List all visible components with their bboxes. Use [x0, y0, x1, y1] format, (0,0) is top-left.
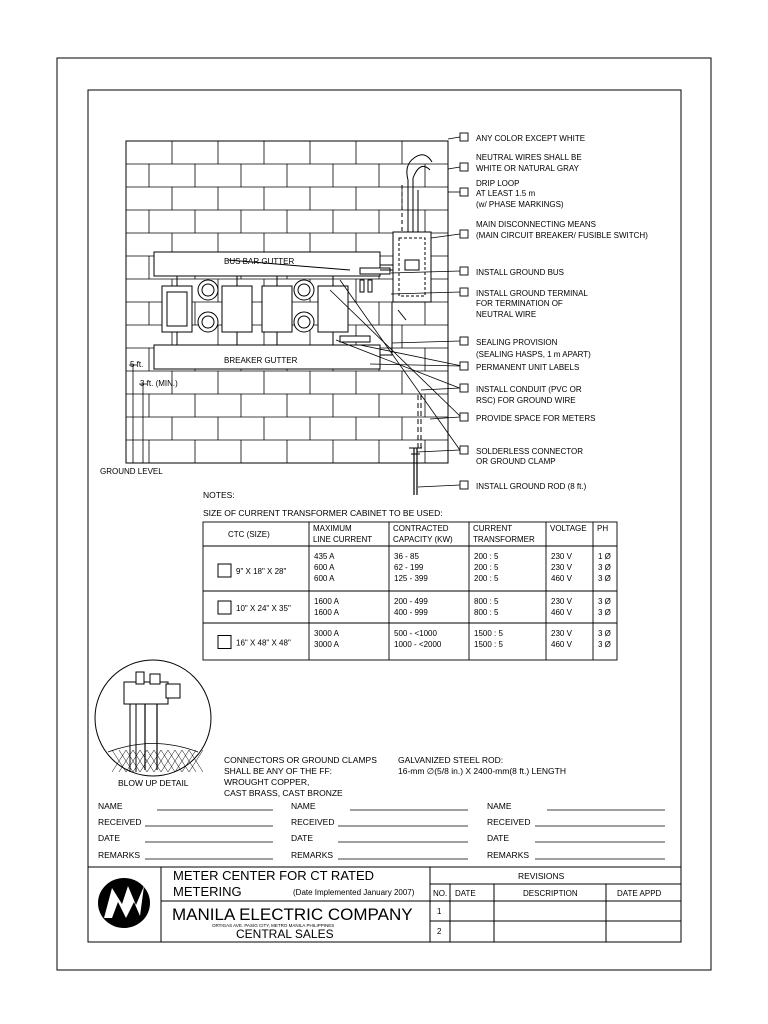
notes-heading: NOTES:	[203, 490, 235, 500]
rod-note	[398, 755, 566, 776]
table-cell: 230 V	[551, 629, 572, 638]
signoff-fields	[98, 801, 665, 860]
table-cell: 1500 : 5	[474, 640, 503, 649]
callout-text: MAIN DISCONNECTING MEANS	[476, 220, 597, 229]
rev-number: 2	[437, 927, 442, 936]
ctc-size: 10" X 24" X 35"	[236, 604, 291, 613]
table-cell: 200 : 5	[474, 574, 499, 583]
table-cell: 62 - 199	[394, 563, 424, 572]
meralco-logo	[98, 878, 150, 928]
signoff-label: NAME	[487, 801, 512, 811]
meter-center-assembly	[154, 232, 431, 369]
signoff-label: REMARKS	[98, 850, 141, 860]
checkbox	[460, 362, 468, 370]
callout-text: AT LEAST 1.5 m	[476, 189, 536, 198]
table-cell: 3 Ø	[598, 640, 611, 649]
callout-text: WHITE OR NATURAL GRAY	[476, 164, 579, 173]
checkbox	[460, 133, 468, 141]
checkbox	[460, 188, 468, 196]
table-cell: 600 A	[314, 563, 335, 572]
table-cell: 230 V	[551, 563, 572, 572]
signoff-label: REMARKS	[291, 850, 334, 860]
rev-header-no: NO.	[433, 889, 448, 898]
checkbox	[460, 481, 468, 489]
table-cell: 3000 A	[314, 640, 339, 649]
blow-up-detail	[95, 660, 211, 776]
signoff-label: RECEIVED	[291, 817, 335, 827]
checkbox	[460, 413, 468, 421]
table-cell: 3 Ø	[598, 608, 611, 617]
checkbox	[460, 384, 468, 392]
connectors-note	[224, 755, 377, 798]
table-cell: 460 V	[551, 640, 572, 649]
table-cell: 1600 A	[314, 608, 339, 617]
table-header: CAPACITY (KW)	[393, 535, 453, 544]
callout-text: SEALING PROVISION	[476, 338, 558, 347]
meter-socket	[222, 286, 252, 332]
size-checkbox	[218, 564, 231, 577]
signoff-label: RECEIVED	[98, 817, 142, 827]
callout-text: FOR TERMINATION OF	[476, 299, 563, 308]
title-line1: METER CENTER FOR CT RATED	[173, 868, 375, 883]
table-header: LINE CURRENT	[313, 535, 373, 544]
checkbox	[460, 163, 468, 171]
revisions-label: REVISIONS	[518, 871, 565, 881]
dim-3ft: 3 ft. (MIN.)	[140, 379, 178, 388]
checkbox	[460, 337, 468, 345]
callout-text: INSTALL CONDUIT (PVC OR	[476, 385, 582, 394]
table-cell: 1500 : 5	[474, 629, 503, 638]
callout-text: DRIP LOOP	[476, 179, 520, 188]
table-cell: 1000 - <2000	[394, 640, 442, 649]
table-cell: 3 Ø	[598, 629, 611, 638]
title-line2: METERING	[173, 884, 242, 899]
table-cell: 800 : 5	[474, 597, 499, 606]
callout-text: SOLDERLESS CONNECTOR	[476, 447, 583, 456]
ctc-size-table	[203, 522, 617, 660]
table-cell: 230 V	[551, 552, 572, 561]
rev-number: 1	[437, 907, 442, 916]
dim-5ft: 5 ft.	[130, 360, 144, 369]
table-cell: 1600 A	[314, 597, 339, 606]
connector-note-line: CONNECTORS OR GROUND CLAMPS	[224, 755, 377, 765]
checkbox	[460, 446, 468, 454]
callout-text: INSTALL GROUND BUS	[476, 268, 565, 277]
blow-up-label: BLOW UP DETAIL	[118, 778, 189, 788]
table-title: SIZE OF CURRENT TRANSFORMER CABINET TO BE USED:	[203, 508, 443, 518]
rev-header-date-appd: DATE APPD	[617, 889, 662, 898]
department: CENTRAL SALES	[236, 927, 334, 941]
rev-header-description: DESCRIPTION	[523, 889, 578, 898]
signoff-label: DATE	[487, 833, 510, 843]
callout-text: PERMANENT UNIT LABELS	[476, 363, 580, 372]
rod-note-line: 16-mm ∅(5/8 in.) X 2400-mm(8 ft.) LENGTH	[398, 766, 566, 776]
table-header: TRANSFORMER	[473, 535, 535, 544]
company-name: MANILA ELECTRIC COMPANY	[172, 905, 413, 924]
breaker-gutter-label: BREAKER GUTTER	[224, 356, 298, 365]
signoff-label: NAME	[98, 801, 123, 811]
callout-text: NEUTRAL WIRES SHALL BE	[476, 153, 582, 162]
table-header: MAXIMUM	[313, 524, 352, 533]
signoff-label: NAME	[291, 801, 316, 811]
size-checkbox	[218, 636, 231, 649]
table-cell: 460 V	[551, 574, 572, 583]
table-cell: 36 - 85	[394, 552, 419, 561]
table-cell: 800 : 5	[474, 608, 499, 617]
table-cell: 3 Ø	[598, 563, 611, 572]
checkbox	[460, 288, 468, 296]
ctc-size: 16" X 48" X 48"	[236, 638, 291, 648]
callout-text: (SEALING HASPS, 1 m APART)	[476, 350, 591, 359]
callout-text: ANY COLOR EXCEPT WHITE	[476, 134, 586, 143]
table-cell: 3000 A	[314, 629, 339, 638]
ground-level-label: GROUND LEVEL	[100, 467, 163, 476]
table-cell: 435 A	[314, 552, 335, 561]
table-cell: 200 : 5	[474, 563, 499, 572]
callout-text: INSTALL GROUND TERMINAL	[476, 289, 588, 298]
date-implemented: (Date Implemented January 2007)	[293, 888, 415, 897]
connector-note-line: WROUGHT COPPER,	[224, 777, 310, 787]
connector-note-line: SHALL BE ANY OF THE FF:	[224, 766, 333, 776]
table-header: CURRENT	[473, 524, 513, 533]
table-cell: 3 Ø	[598, 574, 611, 583]
checkbox	[460, 230, 468, 238]
signoff-label: REMARKS	[487, 850, 530, 860]
table-cell: 3 Ø	[598, 597, 611, 606]
callout-text: (w/ PHASE MARKINGS)	[476, 200, 564, 209]
meter-socket	[262, 286, 292, 332]
callout-text: (MAIN CIRCUIT BREAKER/ FUSIBLE SWITCH)	[476, 231, 648, 240]
bus-bar-gutter-label: BUS BAR GUTTER	[224, 257, 295, 266]
checkbox	[460, 267, 468, 275]
signoff-label: RECEIVED	[487, 817, 531, 827]
table-cell: 230 V	[551, 597, 572, 606]
callout-text: INSTALL GROUND ROD (8 ft.)	[476, 482, 587, 491]
rev-header-date: DATE	[455, 889, 476, 898]
rod-note-line: GALVANIZED STEEL ROD:	[398, 755, 504, 765]
table-cell: 200 - 499	[394, 597, 428, 606]
table-header: CONTRACTED	[393, 524, 449, 533]
table-cell: 500 - <1000	[394, 629, 437, 638]
callout-text: PROVIDE SPACE FOR METERS	[476, 414, 596, 423]
size-checkbox	[218, 601, 231, 614]
signoff-label: DATE	[291, 833, 314, 843]
connector-note-line: CAST BRASS, CAST BRONZE	[224, 788, 343, 798]
table-header: PH	[597, 524, 609, 533]
callout-text: RSC) FOR GROUND WIRE	[476, 396, 576, 405]
table-header: CTC (SIZE)	[228, 530, 270, 539]
company-address: ORTIGAS AVE. PASIG CITY, METRO MANILA PHILIPPINES	[212, 923, 335, 928]
table-cell: 460 V	[551, 608, 572, 617]
ctc-size: 9" X 18" X 28"	[236, 567, 287, 576]
table-cell: 200 : 5	[474, 552, 499, 561]
callout-text: NEUTRAL WIRE	[476, 310, 537, 319]
table-header: VOLTAGE	[550, 524, 587, 533]
table-cell: 1 Ø	[598, 552, 611, 561]
table-cell: 600 A	[314, 574, 335, 583]
callout-text: OR GROUND CLAMP	[476, 457, 556, 466]
table-cell: 400 - 999	[394, 608, 428, 617]
signoff-label: DATE	[98, 833, 121, 843]
table-cell: 125 - 399	[394, 574, 428, 583]
